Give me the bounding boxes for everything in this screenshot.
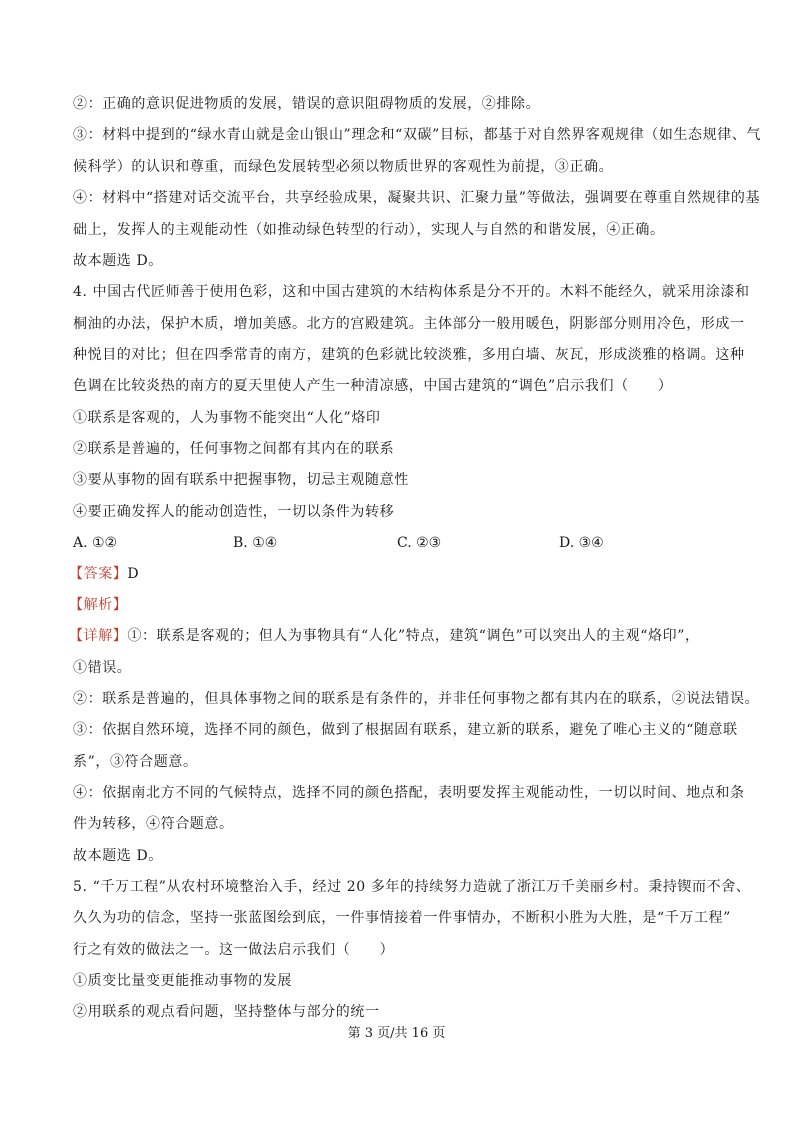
detail-tag: 【详解】 <box>69 628 128 644</box>
detail-text: ①：联系是客观的；但人为事物具有“人化”特点，建筑“调色”可以突出人的主观“烙印”， <box>127 628 700 644</box>
detail-line: ①错误。 <box>73 660 132 676</box>
question-5-stem: 5. “千万工程”从农村环境整治入手，经过 20 多年的持续努力造就了浙江万千美丽乡村。秉持锲而不舍、 <box>73 879 751 895</box>
statement-item: ④要正确发挥人的能动创造性，一切以条件为转移 <box>73 504 395 520</box>
option-d: D. ③④ <box>559 535 604 551</box>
answer-options <box>73 535 723 551</box>
text-line: ③：材料中提到的“绿水青山就是金山银山”理念和“双碳”目标，都基于对自然界客观规律（如生态规律、气 <box>73 127 762 143</box>
answer-tag: 【答案】 <box>69 566 128 582</box>
question-4-stem: 4. 中国古代匠师善于使用色彩，这和中国古建筑的木结构体系是分不开的。木料不能经久，就采用涂漆和 <box>73 284 750 300</box>
statement-item: ②用联系的观点看问题，坚持整体与部分的统一 <box>73 1004 380 1020</box>
statement-item: ②联系是普遍的，任何事物之间都有其内在的联系 <box>73 441 395 457</box>
text-line: ④：材料中“搭建对话交流平台，共享经验成果，凝聚共识、汇聚力量”等做法，强调要在尊重自然规律的基 <box>73 190 761 206</box>
detail-line <box>69 628 723 644</box>
question-5-stem: 久久为功的信念，坚持一张蓝图绘到底，一件事情接着一件事情办，不断积小胜为大胜，是“千万工程” <box>73 910 731 926</box>
text-line: 故本题选 D。 <box>73 253 163 269</box>
question-4-stem: 种悦目的对比；但在四季常青的南方，建筑的色彩就比较淡雅，多用白墙、灰瓦，形成淡雅的格调。这种 <box>73 347 745 363</box>
text-line: 础上，发挥人的主观能动性（如推动绿色转型的行动），实现人与自然的和谐发展，④正确。 <box>73 222 665 238</box>
analysis-line <box>69 597 723 613</box>
answer-value: D <box>127 566 140 582</box>
detail-line: 件为转移，④符合题意。 <box>73 816 234 832</box>
detail-line: ②：联系是普遍的，但具体事物之间的联系是有条件的，并非任何事物之都有其内在的联系，②说法错误。 <box>73 691 760 707</box>
statement-item: ③要从事物的固有联系中把握事物，切忌主观随意性 <box>73 472 409 488</box>
page-number-footer: 第 3 页/共 16 页 <box>347 1026 446 1041</box>
conclusion-line: 故本题选 D。 <box>73 848 163 864</box>
question-4-stem: 色调在比较炎热的南方的夏天里使人产生一种清凉感，中国古建筑的“调色”启示我们（ ） <box>73 378 673 394</box>
option-b: B. ①④ <box>233 535 278 551</box>
analysis-tag: 【解析】 <box>69 597 128 613</box>
text-line: ②：正确的意识促进物质的发展，错误的意识阻碍物质的发展，②排除。 <box>73 96 541 112</box>
answer-line <box>69 566 723 582</box>
detail-line: 系”，③符合题意。 <box>73 754 198 770</box>
question-5-stem: 行之有效的做法之一。这一做法启示我们（ ） <box>73 942 395 958</box>
detail-line: ③：依据自然环境，选择不同的颜色，做到了根据固有联系，建立新的联系，避免了唯心主义的“随意联 <box>73 722 738 738</box>
option-c: C. ②③ <box>397 535 442 551</box>
statement-item: ①质变比量变更能推动事物的发展 <box>73 973 292 989</box>
option-a: A. ①② <box>73 535 118 551</box>
text-line: 候科学）的认识和尊重，而绿色发展转型必须以物质世界的客观性为前提，③正确。 <box>73 159 614 175</box>
question-4-stem: 桐油的办法，保护木质，增加美感。北方的宫殿建筑。主体部分一般用暖色，阴影部分则用冷色，形成一 <box>73 316 745 332</box>
detail-line: ④：依据南北方不同的气候特点，选择不同的颜色搭配，表明要发挥主观能动性，一切以时间、地点和条 <box>73 785 745 801</box>
statement-item: ①联系是客观的，人为事物不能突出“人化”烙印 <box>73 410 381 426</box>
